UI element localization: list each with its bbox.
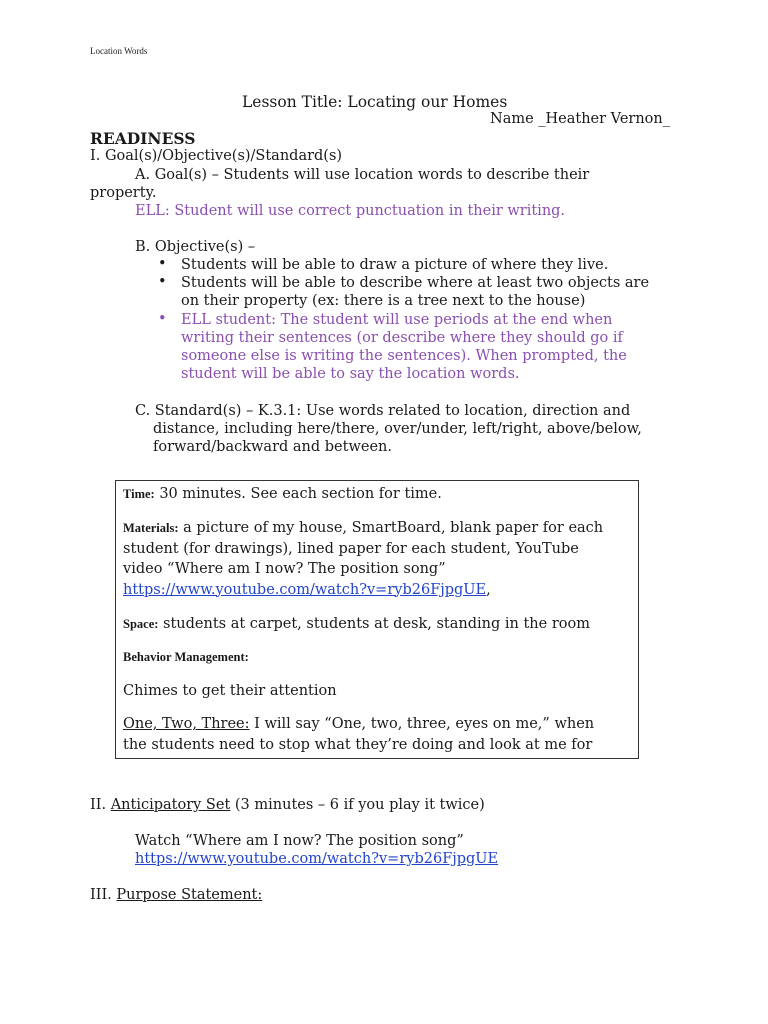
lesson-title: Lesson Title: Locating our Homes — [242, 93, 508, 111]
purpose-label: Purpose Statement: — [116, 887, 263, 903]
anticipatory-link-row — [135, 850, 498, 868]
one-two-row — [123, 714, 594, 735]
ell-goal: ELL: Student will use correct punctuation in their writing. — [135, 203, 566, 219]
goal-line: A. Goal(s) – Students will use location words to describe their — [135, 167, 590, 183]
list-item: ELL student: The student will use periods at the end when — [181, 312, 613, 328]
comma: , — [486, 581, 491, 598]
bullet-icon: • — [158, 274, 167, 290]
list-item: Students will be able to describe where at least two objects are — [181, 275, 650, 291]
youtube-link[interactable]: https://www.youtube.com/watch?v=ryb26FjpgUE — [135, 851, 499, 867]
readiness-heading: READINESS — [90, 129, 196, 148]
materials-row — [123, 518, 603, 539]
list-item: Students will be able to draw a picture of where they live. — [181, 257, 609, 273]
running-header: Location Words — [90, 46, 148, 56]
space-row — [123, 614, 590, 635]
time-text: 30 minutes. See each section for time. — [154, 486, 442, 502]
materials-text: a picture of my house, SmartBoard, blank paper for each — [178, 520, 604, 536]
standard-line: C. Standard(s) – K.3.1: Use words related to location, direction and — [135, 403, 631, 419]
youtube-link[interactable]: https://www.youtube.com/watch?v=ryb26FjpgUE — [123, 581, 487, 598]
standard-line: distance, including here/there, over/under, left/right, above/below, — [153, 421, 642, 437]
one-two-label: One, Two, Three: — [123, 716, 250, 732]
purpose-heading — [90, 886, 262, 904]
materials-label: Materials: — [123, 521, 179, 535]
behavior-label: Behavior Management: — [123, 650, 249, 664]
anticipatory-heading — [90, 796, 485, 814]
anticipatory-numeral: II. — [90, 797, 111, 813]
list-item: someone else is writing the sentences). When prompted, the — [181, 348, 627, 364]
one-two-text: the students need to stop what they’re doing and look at me for — [123, 736, 593, 753]
bullet-icon: • — [158, 311, 167, 327]
goal-line: property. — [90, 185, 157, 201]
time-label: Time: — [123, 487, 155, 501]
space-text: students at carpet, students at desk, standing in the room — [158, 616, 590, 632]
anticipatory-label: Anticipatory Set — [110, 797, 231, 813]
teacher-name: Name _Heather Vernon_ — [490, 111, 670, 127]
lesson-details-box — [115, 480, 639, 759]
watch-text: Watch “Where am I now? The position song” — [135, 833, 464, 849]
time-row — [123, 484, 442, 505]
materials-text: student (for drawings), lined paper for each student, YouTube — [123, 540, 579, 557]
one-two-text: I will say “One, two, three, eyes on me,” when — [249, 716, 595, 732]
standard-line: forward/backward and between. — [153, 439, 392, 455]
anticipatory-rest: (3 minutes – 6 if you play it twice) — [230, 797, 485, 813]
list-item: student will be able to say the location words. — [181, 366, 520, 382]
objectives-heading: B. Objective(s) – — [135, 239, 256, 255]
list-item: on their property (ex: there is a tree next to the house) — [181, 293, 586, 309]
materials-link-row — [123, 580, 491, 601]
list-item: writing their sentences (or describe where they should go if — [181, 330, 623, 346]
section-one-heading: I. Goal(s)/Objective(s)/Standard(s) — [90, 148, 343, 164]
chimes-text: Chimes to get their attention — [123, 683, 337, 699]
purpose-numeral: III. — [90, 887, 117, 903]
bullet-icon: • — [158, 256, 167, 272]
space-label: Space: — [123, 617, 159, 631]
materials-text: video “Where am I now? The position song” — [123, 561, 446, 577]
